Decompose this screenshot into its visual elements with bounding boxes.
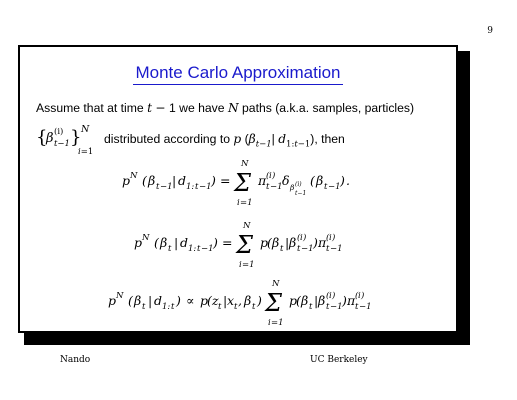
svg-text:i: i bbox=[329, 291, 332, 301]
svg-text:π: π bbox=[258, 173, 267, 188]
svg-text:−1: −1 bbox=[201, 244, 214, 254]
svg-text:Σ: Σ bbox=[234, 169, 251, 197]
svg-text:t: t bbox=[297, 244, 301, 254]
svg-text:d: d bbox=[178, 173, 187, 188]
svg-text:t: t bbox=[218, 302, 222, 312]
svg-text:p: p bbox=[260, 235, 269, 250]
svg-text:π: π bbox=[318, 235, 327, 250]
svg-text:β: β bbox=[134, 293, 142, 308]
svg-text:β: β bbox=[318, 293, 326, 308]
svg-text:t: t bbox=[195, 182, 199, 192]
slide-title bbox=[20, 63, 456, 85]
svg-text:β: β bbox=[160, 235, 168, 250]
svg-text:∝: ∝ bbox=[186, 293, 195, 308]
svg-text:): ) bbox=[176, 293, 181, 308]
svg-text:β: β bbox=[244, 293, 252, 308]
svg-text:t: t bbox=[168, 244, 172, 254]
svg-text:p: p bbox=[200, 293, 209, 308]
svg-text:i: i bbox=[329, 233, 332, 243]
slide-frame bbox=[18, 45, 458, 333]
svg-text:−1: −1 bbox=[301, 244, 314, 254]
svg-text:(: ( bbox=[297, 233, 301, 243]
svg-text:t: t bbox=[142, 302, 146, 312]
equation-3 bbox=[106, 275, 406, 331]
svg-text:): ) bbox=[332, 291, 336, 301]
svg-text:N: N bbox=[243, 221, 251, 231]
svg-text:N: N bbox=[142, 233, 150, 243]
svg-text:π: π bbox=[347, 293, 356, 308]
svg-text:t: t bbox=[252, 302, 256, 312]
svg-text:1:: 1: bbox=[162, 302, 171, 312]
svg-text:): ) bbox=[272, 171, 276, 181]
svg-text:z: z bbox=[212, 293, 219, 308]
svg-text:p: p bbox=[122, 173, 131, 188]
svg-text:−1: −1 bbox=[330, 244, 343, 254]
svg-text:|: | bbox=[174, 235, 179, 250]
svg-text:(: ( bbox=[128, 293, 133, 308]
intro-line: Assume that at time t − 1 we have N paths (a.k.a. samples, particles) bbox=[36, 101, 415, 115]
svg-text:t: t bbox=[266, 182, 270, 192]
svg-text:−1: −1 bbox=[359, 302, 372, 312]
svg-text:): ) bbox=[332, 233, 336, 243]
slide-title-text: Monte Carlo Approximation bbox=[133, 63, 342, 85]
svg-text:i: i bbox=[300, 233, 303, 243]
svg-text:(: ( bbox=[326, 233, 330, 243]
svg-text:=1: =1 bbox=[240, 198, 253, 208]
svg-text:=1: =1 bbox=[271, 318, 284, 328]
footer-author: Nando bbox=[60, 355, 91, 365]
svg-text:1:: 1: bbox=[188, 244, 197, 254]
svg-text:i: i bbox=[237, 198, 240, 208]
svg-text:,: , bbox=[238, 293, 242, 308]
svg-text:t: t bbox=[309, 302, 313, 312]
svg-text:Σ: Σ bbox=[265, 289, 282, 317]
svg-text:d: d bbox=[180, 235, 189, 250]
svg-text:): ) bbox=[303, 233, 307, 243]
svg-text:(: ( bbox=[142, 173, 147, 188]
svg-text:−1: −1 bbox=[270, 182, 283, 192]
svg-text:p: p bbox=[289, 293, 298, 308]
svg-text:(: ( bbox=[326, 291, 330, 301]
svg-text:t: t bbox=[280, 244, 284, 254]
svg-text:): ) bbox=[211, 173, 216, 188]
svg-text:N: N bbox=[116, 291, 124, 301]
svg-text:d: d bbox=[154, 293, 163, 308]
svg-text:|: | bbox=[172, 173, 177, 188]
svg-text:(: ( bbox=[355, 291, 359, 301]
svg-text:−1: −1 bbox=[199, 182, 212, 192]
svg-text:=: = bbox=[220, 173, 231, 188]
svg-text:): ) bbox=[342, 293, 347, 308]
svg-text:|: | bbox=[314, 293, 319, 308]
svg-text:t: t bbox=[324, 182, 328, 192]
svg-text:t: t bbox=[326, 302, 330, 312]
svg-text:p: p bbox=[134, 235, 143, 250]
svg-text:N: N bbox=[241, 159, 249, 169]
svg-text:t: t bbox=[355, 302, 359, 312]
svg-text:t: t bbox=[197, 244, 201, 254]
svg-text:Σ: Σ bbox=[236, 231, 253, 259]
svg-text:): ) bbox=[313, 235, 318, 250]
svg-text:(i): (i) bbox=[295, 181, 302, 188]
particle-set-notation: { β (i) t−1 } N i=1 bbox=[36, 124, 94, 157]
svg-text:(: ( bbox=[207, 293, 212, 308]
svg-text:=: = bbox=[222, 235, 233, 250]
svg-text:i: i bbox=[269, 171, 272, 181]
svg-text:): ) bbox=[340, 173, 345, 188]
svg-text:β: β bbox=[289, 235, 297, 250]
svg-text:(: ( bbox=[310, 173, 315, 188]
svg-text:β: β bbox=[272, 235, 280, 250]
svg-text:β: β bbox=[316, 173, 324, 188]
svg-text:−1: −1 bbox=[160, 182, 173, 192]
svg-text:(: ( bbox=[154, 235, 159, 250]
svg-text:(: ( bbox=[266, 171, 270, 181]
svg-text:): ) bbox=[257, 293, 262, 308]
svg-text:N: N bbox=[130, 171, 138, 181]
svg-text:t: t bbox=[234, 302, 238, 312]
svg-text:β: β bbox=[290, 183, 295, 192]
svg-text:x: x bbox=[227, 293, 235, 308]
equation-1 bbox=[120, 155, 390, 211]
svg-text:(: ( bbox=[296, 293, 301, 308]
page-number: 9 bbox=[487, 26, 493, 36]
svg-text:.: . bbox=[346, 173, 350, 188]
svg-text:|: | bbox=[223, 293, 228, 308]
footer-institution: UC Berkeley bbox=[310, 355, 368, 365]
svg-text:t: t bbox=[326, 244, 330, 254]
svg-text:p: p bbox=[108, 293, 117, 308]
svg-text:|: | bbox=[285, 235, 290, 250]
svg-text:|: | bbox=[148, 293, 153, 308]
svg-text:(: ( bbox=[267, 235, 272, 250]
svg-text:i: i bbox=[268, 318, 271, 328]
svg-text:β: β bbox=[301, 293, 309, 308]
svg-text:t: t bbox=[171, 302, 175, 312]
equation-2 bbox=[132, 217, 362, 273]
svg-text:−1: −1 bbox=[330, 302, 343, 312]
svg-text:t: t bbox=[156, 182, 160, 192]
svg-text:−1: −1 bbox=[328, 182, 341, 192]
svg-text:β: β bbox=[148, 173, 156, 188]
svg-text:t−1: t−1 bbox=[295, 190, 307, 197]
svg-text:i: i bbox=[239, 260, 242, 270]
svg-text:1:: 1: bbox=[186, 182, 195, 192]
svg-text:N: N bbox=[272, 279, 280, 289]
svg-text:): ) bbox=[213, 235, 218, 250]
svg-text:δ: δ bbox=[282, 173, 290, 188]
svg-text:=1: =1 bbox=[242, 260, 255, 270]
set-line: { β (i) t−1 } N i=1 distributed according to p ($\beta_{t-1}|$ $d_{1:t-1}$), then bbox=[36, 124, 345, 157]
svg-text:): ) bbox=[361, 291, 365, 301]
svg-text:i: i bbox=[358, 291, 361, 301]
